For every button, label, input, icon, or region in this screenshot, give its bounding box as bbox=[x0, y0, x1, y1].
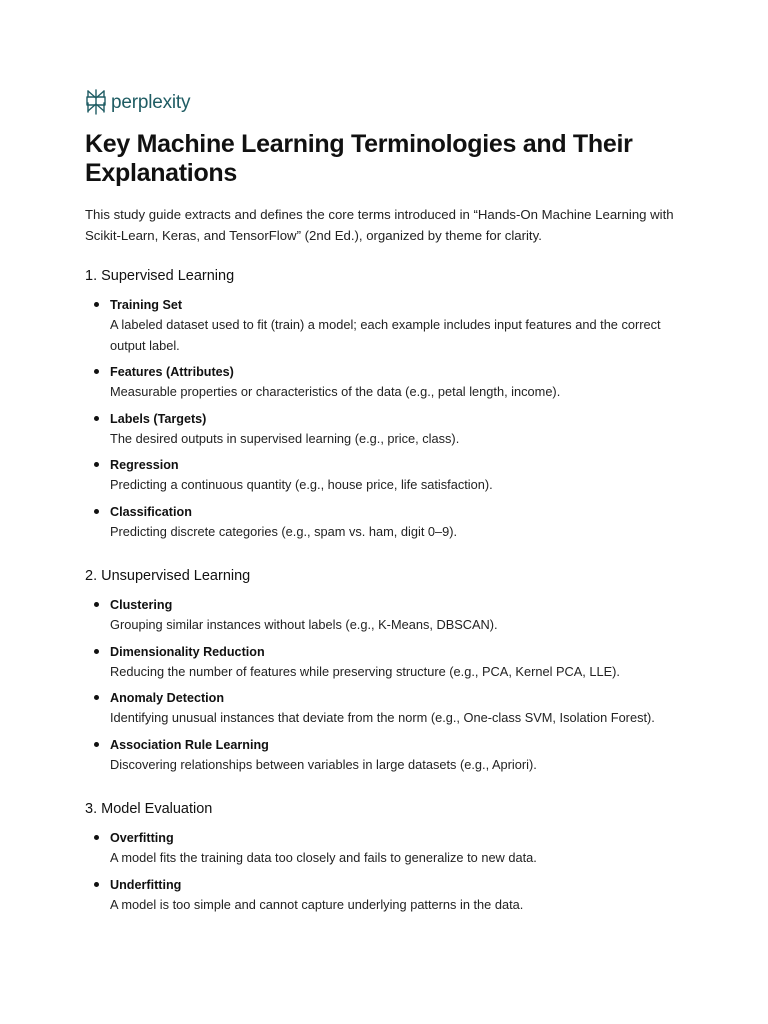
list-item bbox=[85, 735, 685, 776]
section-heading: 1. Supervised Learning bbox=[85, 268, 235, 284]
term-definition: Predicting a continuous quantity (e.g., house price, life satisfaction). bbox=[110, 477, 493, 492]
intro-paragraph: This study guide extracts and defines the core terms introduced in “Hands-On Machine Learning with Scikit-Learn, Keras, and TensorFlow” (2nd Ed.), organized by theme for clarity. bbox=[85, 207, 674, 243]
list-item bbox=[85, 688, 685, 729]
perplexity-logo-icon bbox=[85, 89, 107, 115]
term-name: Classification bbox=[110, 504, 192, 519]
section-unsupervised-learning bbox=[85, 566, 685, 775]
document-page bbox=[85, 88, 685, 915]
section-supervised-learning bbox=[85, 266, 685, 542]
term-name: Anomaly Detection bbox=[110, 691, 225, 705]
list-item bbox=[85, 595, 685, 636]
term-name: Labels (Targets) bbox=[110, 411, 207, 426]
term-list bbox=[85, 595, 685, 775]
section-heading: 2. Unsupervised Learning bbox=[85, 568, 251, 584]
brand-header bbox=[85, 88, 685, 116]
term-definition: Predicting discrete categories (e.g., spam vs. ham, digit 0–9). bbox=[110, 523, 458, 539]
term-definition: A model fits the training data too closely and fails to generalize to new data. bbox=[110, 850, 537, 865]
term-definition: Grouping similar instances without labels (e.g., K-Means, DBSCAN). bbox=[110, 617, 498, 632]
list-item bbox=[85, 502, 685, 543]
section-heading: 3. Model Evaluation bbox=[85, 801, 213, 817]
term-name: Clustering bbox=[110, 598, 173, 612]
section-model-evaluation bbox=[85, 799, 685, 915]
bullet-icon bbox=[94, 302, 99, 307]
term-list bbox=[85, 295, 685, 542]
bullet-icon bbox=[94, 835, 99, 840]
term-definition: Discovering relationships between variables in large datasets (e.g., Apriori). bbox=[110, 756, 537, 772]
list-item bbox=[85, 828, 685, 869]
bullet-icon bbox=[94, 882, 99, 887]
brand-name: perplexity bbox=[111, 91, 191, 113]
list-item bbox=[85, 362, 685, 403]
bullet-icon bbox=[94, 742, 99, 747]
term-name: Overfitting bbox=[110, 831, 174, 845]
bullet-icon bbox=[94, 509, 99, 514]
bullet-icon bbox=[94, 462, 99, 467]
bullet-icon bbox=[94, 369, 99, 374]
term-name: Dimensionality Reduction bbox=[110, 644, 265, 659]
term-definition: The desired outputs in supervised learning (e.g., price, class). bbox=[110, 430, 460, 446]
term-definition: Measurable properties or characteristics of the data (e.g., petal length, income). bbox=[110, 384, 561, 399]
term-name: Training Set bbox=[110, 298, 183, 312]
term-definition: Reducing the number of features while preserving structure (e.g., PCA, Kernel PCA, LLE). bbox=[110, 663, 620, 679]
bullet-icon bbox=[94, 649, 99, 654]
page-title: Key Machine Learning Terminologies and Their Explanations bbox=[85, 130, 633, 187]
term-definition: Identifying unusual instances that deviate from the norm (e.g., One-class SVM, Isolation Forest). bbox=[110, 710, 655, 725]
list-item bbox=[85, 455, 685, 496]
term-name: Features (Attributes) bbox=[110, 365, 234, 379]
bullet-icon bbox=[94, 695, 99, 700]
list-item bbox=[85, 642, 685, 683]
list-item bbox=[85, 409, 685, 450]
bullet-icon bbox=[94, 602, 99, 607]
term-name: Underfitting bbox=[110, 877, 182, 892]
bullet-icon bbox=[94, 416, 99, 421]
list-item bbox=[85, 875, 685, 916]
term-list bbox=[85, 828, 685, 915]
term-name: Regression bbox=[110, 458, 179, 472]
term-definition: A model is too simple and cannot capture underlying patterns in the data. bbox=[110, 896, 524, 912]
term-definition: A labeled dataset used to fit (train) a model; each example includes input features and the correct output label. bbox=[110, 317, 661, 353]
term-name: Association Rule Learning bbox=[110, 737, 269, 752]
list-item bbox=[85, 295, 685, 356]
